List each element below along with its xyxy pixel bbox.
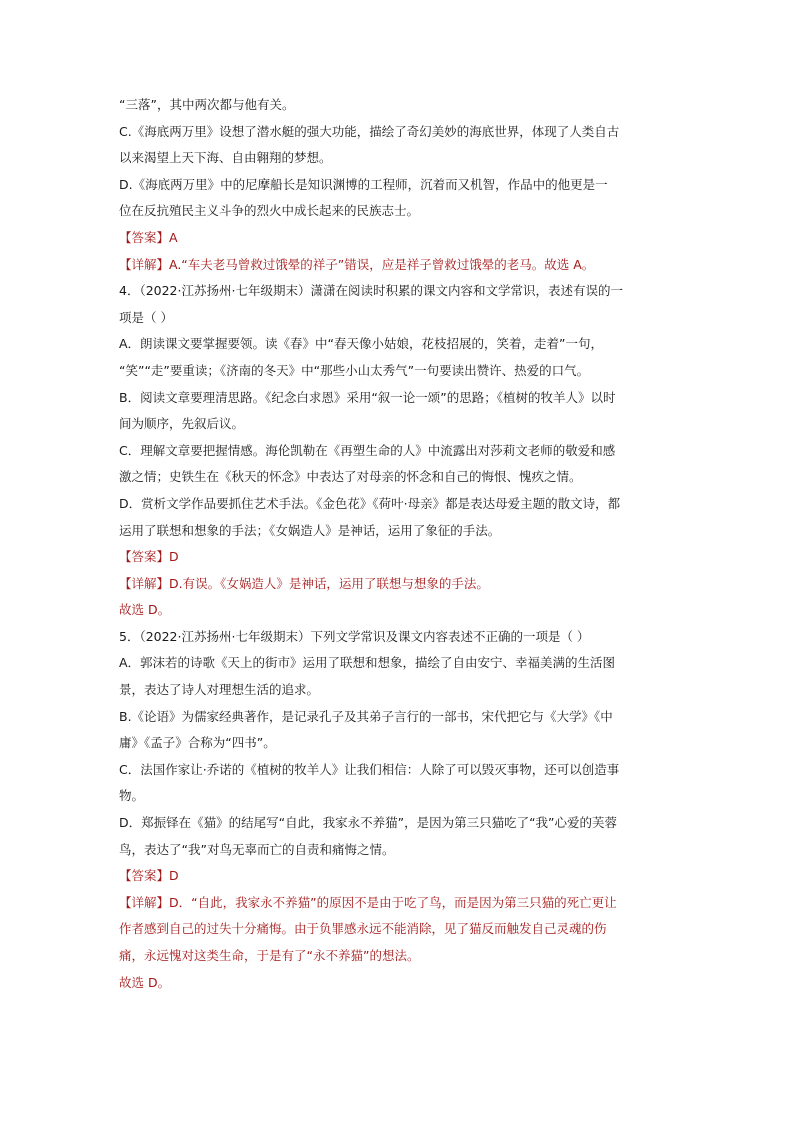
option-d-line: D.《海底两万里》中的尼摩船长是知识渊博的工程师，沉着而又机智，作品中的他更是一 [119,176,608,192]
choose-text: 故选 D。 [119,602,171,618]
question-5-stem: 5．（2022·江苏扬州·七年级期末）下列文学常识及课文内容表述不正确的一项是（ ） [119,628,590,644]
option-d-line: D．赏析文学作品要抓住艺术手法。《金色花》《荷叶·母亲》都是表达母爱主题的散文诗，都 [119,495,621,511]
option-b-line: 庸》《孟子》合称为“四书”。 [119,735,276,751]
option-c-line: 激之情；史铁生在《秋天的怀念》中表达了对母亲的怀念和自己的悔恨、愧疚之情。 [119,469,582,485]
option-a-line: “笑”“走”要重读；《济南的冬天》中“那些小山太秀气”一句要读出赞许、热爱的口气。 [119,362,590,378]
option-d-line: D．郑振铎在《猫》的结尾写“自此，我家永不养猫”，是因为第三只猫吃了“我”心爱的芙蓉 [119,815,618,831]
option-c-line: C．理解文章要把握情感。海伦凯勒在《再塑生命的人》中流露出对莎莉文老师的敬爱和感 [119,442,616,458]
option-b-line: 间为顺序，先叙后议。 [119,416,245,432]
option-a-line: A．朗读课文要掌握要领。读《春》中“春天像小姑娘，花枝招展的，笑着，走着”一句， [119,336,604,352]
option-d-line: 运用了联想和想象的手法；《女娲造人》是神话，运用了象征的手法。 [119,522,501,538]
detail-text: 【详解】D．“自此，我家永不养猫”的原因不是由于吃了鸟，而是因为第三只猫的死亡更让 [119,894,617,910]
option-b-line: B.《论语》为儒家经典著作，是记录孔子及其弟子言行的一部书，宋代把它与《大学》《中 [119,708,613,724]
answer-label: 【答案】A [119,229,178,245]
option-c-line: C.《海底两万里》设想了潜水艇的强大功能，描绘了奇幻美妙的海底世界，体现了人类自古 [119,123,620,139]
choose-text: 故选 D。 [119,974,171,990]
detail-text: 【详解】A.“车夫老马曾救过饿晕的祥子”错误，应是祥子曾救过饿晕的老马。故选 A。 [119,256,595,272]
option-a-line: A．郭沫若的诗歌《天上的街市》运用了联想和想象，描绘了自由安宁、幸福美满的生活图 [119,655,616,671]
detail-text: 痛，永远愧对这类生命，于是有了“永不养猫”的想法。 [119,948,420,963]
detail-text: 【详解】D.有误。《女娲造人》是神话，运用了联想与想象的手法。 [119,575,489,591]
option-d-line: 鸟，表达了“我”对鸟无辜而亡的自责和痛悔之情。 [119,841,395,857]
question-4-stem: 项是（ ） [119,309,173,325]
question-4-stem: 4．（2022·江苏扬州·七年级期末）潇潇在阅读时积累的课文内容和文学常识，表述有误的一 [119,283,623,299]
detail-text: 作者感到自己的过失十分痛悔。由于负罪感永远不能消除，见了猫反而触发自己灵魂的伤 [119,921,607,937]
option-c-line: 物。 [119,788,145,804]
option-a-line: 景，表达了诗人对理想生活的追求。 [119,682,320,698]
option-c-line: 以来渴望上天下海、自由翱翔的梦想。 [119,150,332,166]
option-b-line: B．阅读文章要理清思路。《纪念白求恩》采用“叙一论一颂”的思路；《植树的牧羊人》以时 [119,389,616,405]
answer-label: 【答案】D [119,868,179,884]
option-c-line: C．法国作家让·乔诺的《植树的牧羊人》让我们相信：人除了可以毁灭事物，还可以创造事 [119,761,620,777]
option-d-line: 位在反抗殖民主义斗争的烈火中成长起来的民族志士。 [119,203,420,219]
answer-label: 【答案】D [119,549,179,565]
text-line: “三落”，其中两次都与他有关。 [119,97,295,112]
page-content [119,92,679,996]
